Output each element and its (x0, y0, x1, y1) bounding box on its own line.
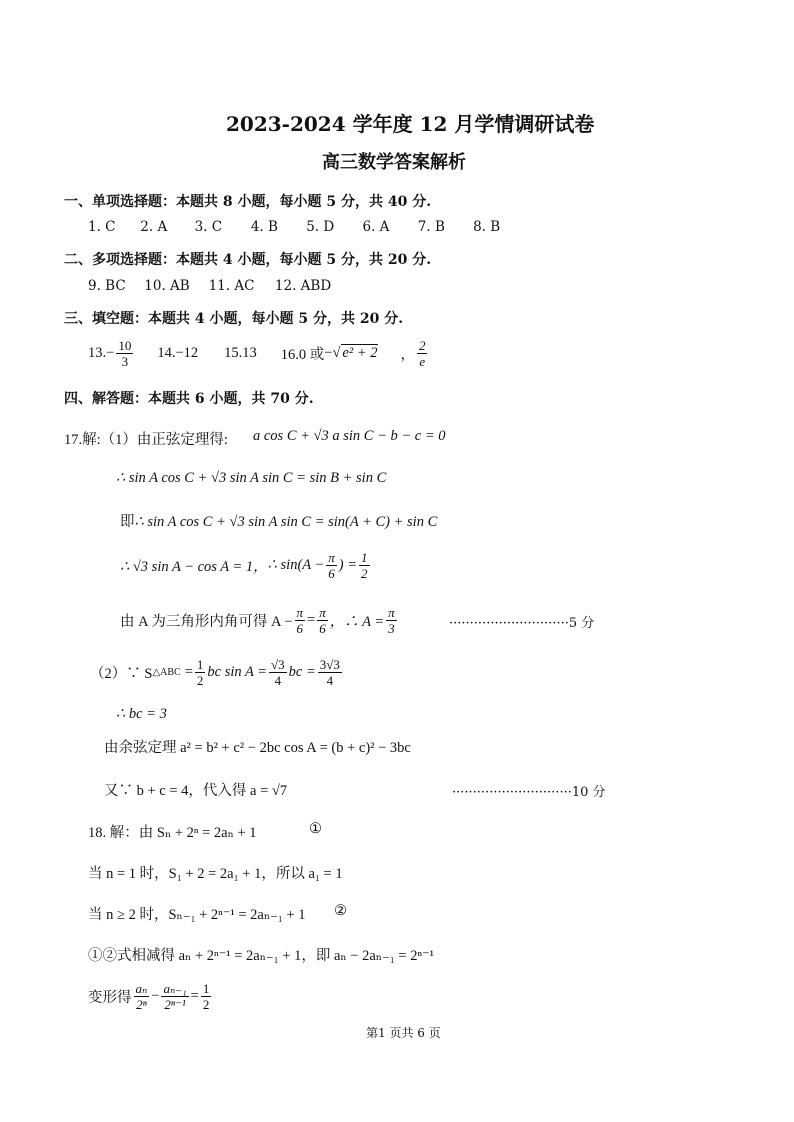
q17-eq8: 由余弦定理 a² = b² + c² − 2bc cos A = (b + c)² − 3bc (104, 740, 411, 756)
q17-intro: 17.解:（1）由正弦定理得: (64, 432, 228, 448)
page-number: 第1 页共 6 页 (366, 1026, 441, 1040)
q16-separator: ， (400, 346, 415, 363)
q13-fraction (116, 338, 133, 369)
q17-eq4a: ∴ √3 sin A − cos A = 1， (120, 558, 268, 575)
q17-eq1: a cos C + √3 a sin C − b − c = 0 (253, 428, 446, 444)
pi-numerator: π (388, 604, 395, 620)
section3-answers (88, 335, 429, 371)
q16-fraction (417, 338, 428, 369)
q13-sign: − (106, 344, 115, 361)
three-sqrt3-numerator: 3√3 (319, 656, 340, 672)
one-numerator: 1 (202, 980, 210, 996)
six-denominator: 6 (328, 565, 335, 581)
q17-eq5-text: 由 A 为三角形内角可得 A − (120, 613, 293, 630)
q17-eq9: 又∵ b + c = 4，代入得 a = √7 (104, 783, 288, 799)
q18-line3: 当 n ≥ 2 时，Sₙ₋₁ + 2ⁿ⁻¹ = 2aₙ₋₁ + 1 (88, 907, 306, 923)
section3-heading: 三、填空题：本题共 4 小题，每小题 5 分，共 20 分. (64, 311, 404, 327)
one-numerator: 1 (361, 549, 368, 565)
q13-numerator: 10 (118, 337, 132, 353)
q17-eq7: ∴ bc = 3 (116, 706, 167, 722)
q17-eq2: ∴ sin A cos C + √3 sin A sin C = sin B + sin C (116, 470, 387, 486)
six-denominator: 6 (319, 620, 326, 636)
section2-heading: 二、多项选择题：本题共 4 小题，每小题 5 分，共 20 分. (64, 252, 432, 268)
q13-label: 13. (88, 344, 107, 361)
answer-1: 1. C (88, 219, 116, 235)
pi-over-6-b (317, 605, 328, 636)
one-half-b (195, 657, 206, 688)
score-10: ·····························10 分 (452, 785, 606, 800)
q14-answer: 14.−12 (157, 344, 199, 361)
an1-over-2n1 (161, 981, 188, 1012)
q16-numerator: 2 (418, 337, 426, 353)
one-half-c (201, 981, 212, 1012)
q17-part2-label: （2）∵ S (90, 665, 153, 682)
section1-heading: 一、单项选择题：本题共 8 小题，每小题 5 分，共 40 分. (64, 194, 432, 210)
answer-4: 4. B (250, 219, 278, 235)
q16-denominator: e (419, 353, 426, 369)
pi-over-6-a (295, 605, 306, 636)
sqrt3-numerator: √3 (271, 656, 285, 672)
q17-eq4b-left: ∴ sin(A − (267, 556, 325, 573)
q17-eq3 (120, 510, 437, 531)
2n-denominator: 2ⁿ (136, 996, 147, 1012)
four-denominator: 4 (326, 672, 334, 688)
q18-line5 (88, 976, 213, 1016)
two-denominator: 2 (361, 565, 368, 581)
three-denominator: 3 (388, 620, 395, 636)
pi-over-6 (326, 550, 337, 581)
answer-8: 8. B (473, 219, 501, 235)
2n1-denominator: 2ⁿ⁻¹ (164, 996, 186, 1012)
an-over-2n (134, 981, 150, 1012)
q18-mark2: ② (334, 903, 347, 919)
sqrt-icon: √ (332, 344, 341, 361)
q15-answer: 15.13 (224, 344, 257, 361)
q17-part2 (90, 652, 344, 692)
q17-eq4b-right: ) = (338, 556, 358, 573)
sqrt3-over-4 (269, 657, 287, 688)
q18-line2: 当 n = 1 时，S₁ + 2 = 2a₁ + 1，所以 a₁ = 1 (88, 866, 343, 882)
q18-line4: ①②式相减得 aₙ + 2ⁿ⁻¹ = 2aₙ₋₁ + 1，即 aₙ − 2aₙ₋₁ = 2ⁿ⁻¹ (88, 948, 435, 964)
page-title: 2023-2024 学年度 12 月学情调研试卷 (226, 112, 595, 136)
four-denominator: 4 (274, 672, 282, 688)
page-subtitle: 高三数学答案解析 (322, 152, 466, 173)
pi-numerator: π (328, 549, 335, 565)
answer-9: 9. BC (88, 278, 126, 294)
one-half (359, 550, 370, 581)
three-sqrt3-over-4 (318, 657, 342, 688)
q18-mark1: ① (309, 821, 322, 837)
section1-answers (88, 219, 513, 235)
q17-eq4 (120, 545, 372, 585)
q18-line1: 18. 解：由 Sₙ + 2ⁿ = 2aₙ + 1 (88, 825, 257, 841)
answer-5: 5. D (306, 219, 335, 235)
answer-12: 12. ABD (274, 278, 332, 294)
q17-eq3-body: ∴ sin A cos C + √3 sin A sin C = sin(A + C) + sin C (134, 514, 438, 530)
score-5: ·····························5 分 (449, 616, 595, 631)
q13-denominator: 3 (121, 353, 129, 369)
q17-eq3-prefix: 即 (120, 514, 135, 530)
an1-numerator: aₙ₋₁ (163, 980, 187, 996)
q16-sign: − (324, 344, 333, 361)
pi-numerator: π (319, 604, 326, 620)
q17-eq5-then: ，∴ A = (329, 613, 385, 630)
pi-over-3 (386, 605, 397, 636)
answer-2: 2. A (140, 219, 168, 235)
minus-sign: − (151, 987, 160, 1004)
an-numerator: aₙ (135, 980, 148, 996)
answer-7: 7. B (417, 219, 445, 235)
q17-part2-mid: bc sin A = (207, 663, 268, 680)
answer-11: 11. AC (208, 278, 255, 294)
equals-sign: = (307, 611, 316, 628)
q17-part2-bc: bc = (288, 663, 316, 680)
q18-line5-prefix: 变形得 (88, 989, 132, 1006)
one-numerator: 1 (196, 656, 204, 672)
answer-10: 10. AB (144, 278, 190, 294)
pi-numerator: π (296, 604, 304, 620)
two-denominator: 2 (196, 672, 204, 688)
equals-sign: = (184, 663, 193, 680)
q16-radicand: e² + 2 (342, 345, 378, 361)
six-denominator: 6 (296, 620, 304, 636)
section2-answers (88, 278, 335, 294)
two-denominator: 2 (202, 996, 210, 1012)
q16-label: 16.0 或 (280, 346, 325, 363)
answer-6: 6. A (362, 219, 390, 235)
q17-part2-sub: △ABC (152, 666, 181, 678)
equals-sign: = (190, 987, 199, 1004)
q17-eq5 (120, 600, 399, 640)
answer-3: 3. C (194, 219, 223, 235)
section4-heading: 四、解答题：本题共 6 小题，共 70 分. (64, 391, 314, 407)
